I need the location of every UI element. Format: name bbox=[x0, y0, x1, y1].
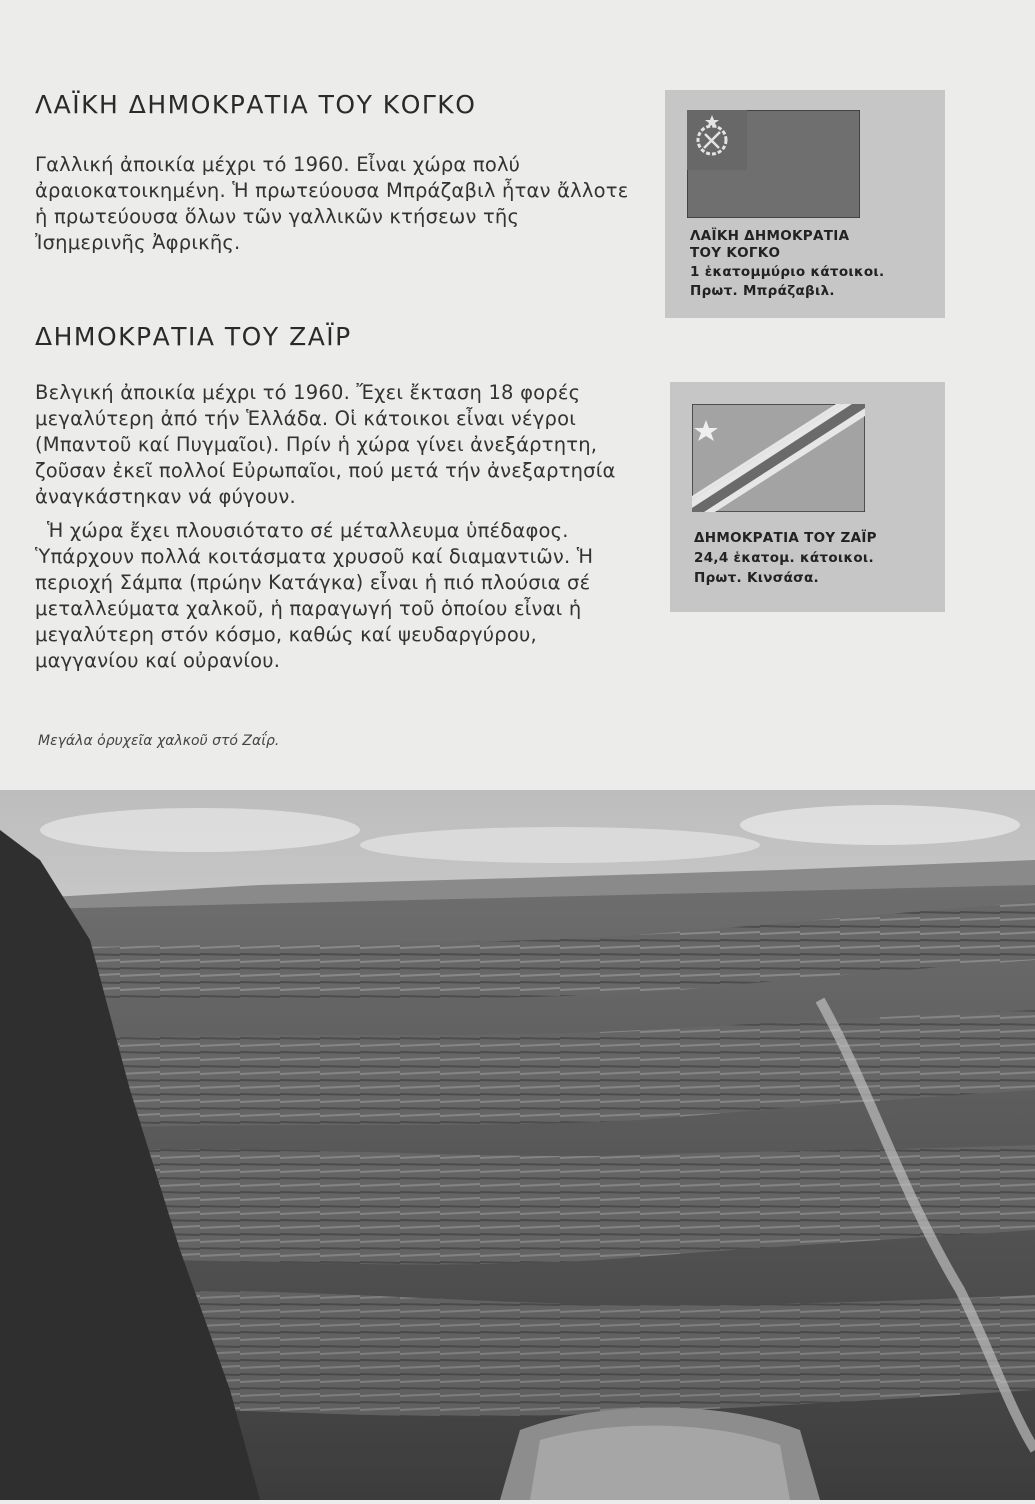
congo-card-name-1: ΛΑΪΚΗ ΔΗΜΟΚΡΑΤΙΑ bbox=[690, 228, 850, 244]
congo-flag-card bbox=[665, 90, 945, 318]
congo-card-capital: Πρωτ. Μπράζαβιλ. bbox=[690, 283, 835, 299]
congo-paragraph: Γαλλική ἀποικία μέχρι τό 1960. Εἶναι χώρα πολύ ἀραιοκατοικημένη. Ἡ πρωτεύουσα Μπράζαβιλ ἦταν ἄλλοτε ἡ πρωτεύουσα ὅλων τῶν γαλλικῶν κτήσεων τῆς Ἰσημερινῆς Ἀφρικῆς. bbox=[35, 153, 629, 254]
copper-mine-photo bbox=[0, 790, 1035, 1500]
congo-flag-graphic bbox=[687, 110, 860, 218]
mine-illustration bbox=[0, 790, 1035, 1500]
zaire-card-population: 24,4 ἑκατομ. κάτοικοι. bbox=[694, 550, 874, 566]
congo-card-name-2: ΤΟΥ ΚΟΓΚΟ bbox=[690, 245, 781, 261]
zaire-paragraph-2: Ἡ χώρα ἔχει πλουσιότατο σέ μέταλλευμα ὑπέδαφος. Ὑπάρχουν πολλά κοιτάσματα χρυσοῦ καί διαμαντιῶν. Ἡ περιοχή Σάμπα (πρώην Κατάγκα) εἶναι ἡ πιό πλούσια σέ μεταλλεύματα χαλκοῦ, ἡ παραγωγή τοῦ ὁποίου εἶναι ἡ μεγαλύτερη στόν κόσμο, καθώς καί ψευδαργύρου, μαγγανίου καί οὐρανίου. bbox=[35, 519, 594, 672]
zaire-card-name: ΔΗΜΟΚΡΑΤΙΑ ΤΟΥ ΖΑΪΡ bbox=[694, 530, 877, 546]
zaire-heading: ΔΗΜΟΚΡΑΤΙΑ ΤΟΥ ΖΑΪΡ bbox=[35, 322, 352, 351]
zaire-paragraph-1: Βελγική ἀποικία μέχρι τό 1960. Ἔχει ἔκταση 18 φορές μεγαλύτερη ἀπό τήν Ἑλλάδα. Οἱ κάτοικοι εἶναι νέγροι (Μπαντοῦ καί Πυγμαῖοι). Πρίν ἡ χώρα γίνει ἀνεξάρτητη, ζοῦσαν ἐκεῖ πολλοί Εὐρωπαῖοι, πού μετά τήν ἀνεξαρτησία ἀναγκάστηκαν νά φύγουν. bbox=[35, 381, 616, 508]
zaire-card-capital: Πρωτ. Κινσάσα. bbox=[694, 570, 819, 586]
zaire-flag bbox=[692, 404, 865, 512]
zaire-flag-graphic bbox=[692, 404, 865, 512]
congo-flag bbox=[687, 110, 860, 218]
photo-caption: Μεγάλα ὀρυχεῖα χαλκοῦ στό Ζαΐρ. bbox=[38, 733, 280, 749]
zaire-flag-card bbox=[670, 382, 945, 612]
congo-card-population: 1 ἑκατομμύριο κάτοικοι. bbox=[690, 264, 885, 280]
congo-heading: ΛΑΪΚΗ ΔΗΜΟΚΡΑΤΙΑ ΤΟΥ ΚΟΓΚΟ bbox=[35, 90, 477, 119]
